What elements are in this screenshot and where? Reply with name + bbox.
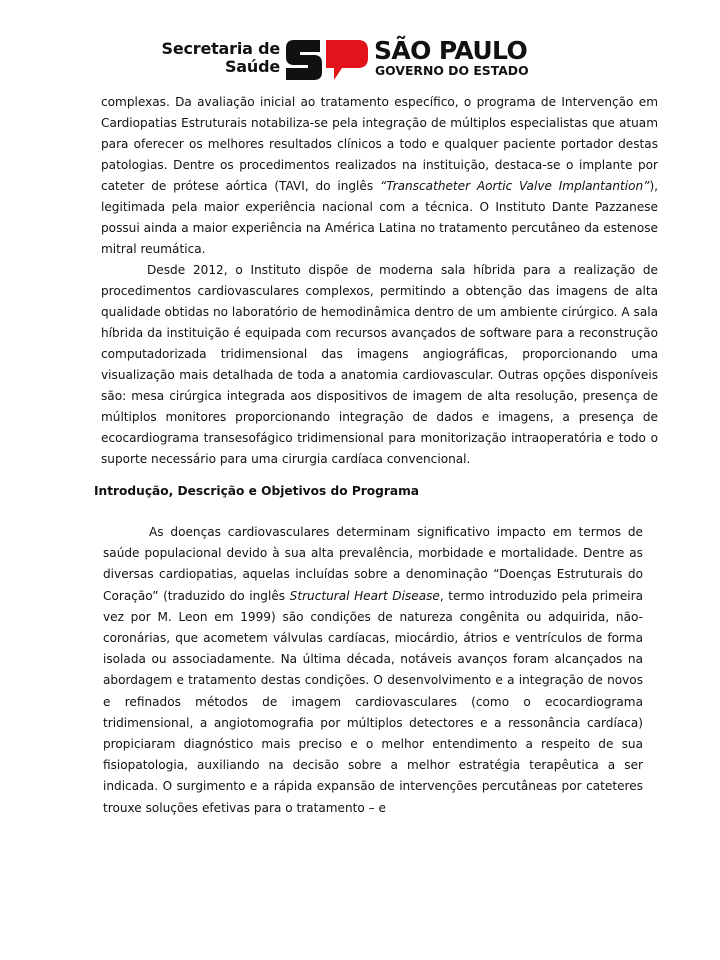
state-name: SÃO PAULO: [374, 36, 528, 65]
secretaria-line2: Saúde: [224, 57, 280, 76]
section-two: [103, 522, 643, 819]
italic-term: Structural Heart Disease: [289, 588, 440, 603]
sp-emblem-icon: [284, 40, 368, 80]
paragraph-3: As doenças cardiovasculares determinam significativo impacto em termos de saúde populacional devido à sua alta prevalência, morbidade e mortalidade. Dentre as diversas cardiopatias, aquelas incluídas sobre a denominação “Doenças Estruturais do Coração” (traduzido do inglês Structural Heart Disease, termo introduzido pela primeira vez por M. Leon em 1999) são condições de natureza congênita ou adquirida, não-coronárias, que acometem válvulas cardíacas, miocárdio, átrios e ventrículos de forma isolada ou associadamente. Na última década, notáveis avanços foram alcançados na abordagem e tratamento destas condições. O desenvolvimento e a integração de novos e refinados métodos de imagem cardiovasculares (como o ecocardiograma tridimensional, a angiotomografia por múltiplos detectores e a ressonância cardíaca) propiciaram diagnóstico mais preciso e o melhor entendimento a respeito de sua fisiopatologia, auxiliando na decisão sobre a melhor estratégia terapêutica a ser indicada. O surgimento e a rápida expansão de intervenções percutâneas por cateteres trouxe soluções efetivas para o tratamento – e: [103, 525, 643, 815]
italic-term: “Transcatheter Aortic Valve Implantantion”: [379, 179, 650, 193]
government-label: GOVERNO DO ESTADO: [375, 63, 529, 78]
government-logo: [158, 36, 558, 80]
section-one: [101, 92, 658, 470]
section-heading: Introdução, Descrição e Objetivos do Programa: [94, 484, 420, 498]
secretaria-line1: Secretaria de: [161, 39, 280, 58]
paragraph-1: complexas. Da avaliação inicial ao tratamento específico, o programa de Intervenção em Cardiopatias Estruturais notabiliza-se pela integração de múltiplos especialistas que atuam para oferecer os melhores resultados clínicos a todo e qualquer paciente portador destas patologias. Dentre os procedimentos realizados na instituição, destaca-se o implante por cateter de prótese aórtica (TAVI, do inglês “Transcatheter Aortic Valve Implantantion”), legitimada pela maior experiência nacional com a técnica. O Instituto Dante Pazzanese possui ainda a maior experiência na América Latina no tratamento percutâneo da estenose mitral reumática.: [101, 95, 658, 256]
secretaria-label: [158, 40, 280, 76]
paragraph-2: Desde 2012, o Instituto dispõe de moderna sala híbrida para a realização de procedimentos cardiovasculares complexos, permitindo a obtenção das imagens de alta qualidade obtidas no laboratório de hemodinâmica dentro de um ambiente cirúrgico. A sala híbrida da instituição é equipada com recursos avançados de software para a reconstrução computadorizada tridimensional das imagens angiográficas, proporcionando uma visualização mais detalhada de toda a anatomia cardiovascular. Outras opções disponíveis são: mesa cirúrgica integrada aos dispositivos de imagem de alta resolução, presença de múltiplos monitores proporcionando integração de dados e imagens, a presença de ecocardiograma transesofágico tridimensional para monitorização intraoperatória e todo o suporte necessário para uma cirurgia cardíaca convencional.: [101, 263, 658, 466]
